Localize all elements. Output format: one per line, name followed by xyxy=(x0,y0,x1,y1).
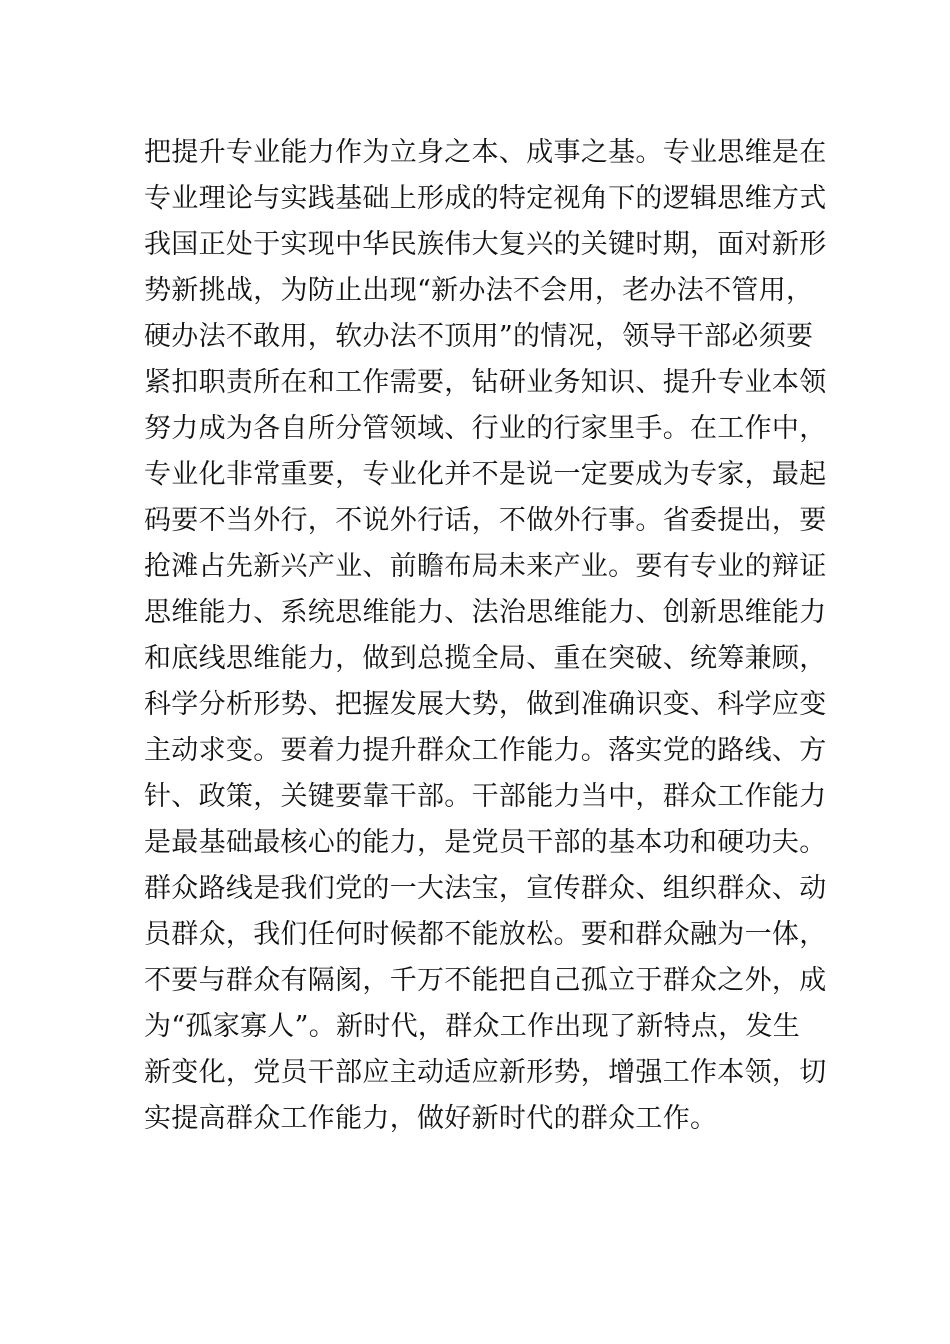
text-line: 是最基础最核心的能力，是党员干部的基本功和硬功夫。 xyxy=(144,827,827,858)
text-line: 思维能力、系统思维能力、法治思维能力、创新思维能力 xyxy=(144,597,827,628)
text-line: 不要与群众有隔阂，千万不能把自己孤立于群众之外，成 xyxy=(144,965,827,996)
text-line: 码要不当外行，不说外行话，不做外行事。省委提出，要 xyxy=(144,505,827,536)
text-line: 专业化非常重要，专业化并不是说一定要成为专家，最起 xyxy=(144,459,827,490)
text-line: 为“孤家寡人”。新时代，群众工作出现了新特点，发生 xyxy=(144,1011,801,1042)
text-line: 群众路线是我们党的一大法宝，宣传群众、组织群众、动 xyxy=(144,873,827,904)
text-line: 主动求变。要着力提升群众工作能力。落实党的路线、方 xyxy=(144,735,827,766)
text-line: 抢滩占先新兴产业、前瞻布局未来产业。要有专业的辩证 xyxy=(144,551,827,582)
text-line: 科学分析形势、把握发展大势，做到准确识变、科学应变 xyxy=(144,689,827,720)
text-line: 专业理论与实践基础上形成的特定视角下的逻辑思维方式 xyxy=(144,183,827,214)
text-line: 我国正处于实现中华民族伟大复兴的关键时期，面对新形 xyxy=(144,229,827,260)
text-line: 势新挑战，为防止出现“新办法不会用，老办法不管用， xyxy=(144,275,814,306)
text-line: 针、政策，关键要靠干部。干部能力当中，群众工作能力 xyxy=(144,781,827,812)
text-line: 员群众，我们任何时候都不能放松。要和群众融为一体， xyxy=(144,919,827,950)
body-text xyxy=(144,130,827,1142)
text-line: 新变化，党员干部应主动适应新形势，增强工作本领，切 xyxy=(144,1057,827,1088)
text-line: 把提升专业能力作为立身之本、成事之基。专业思维是在 xyxy=(144,137,827,168)
text-line: 硬办法不敢用，软办法不顶用”的情况，领导干部必须要 xyxy=(144,321,814,352)
text-line: 紧扣职责所在和工作需要，钻研业务知识、提升专业本领 xyxy=(144,367,827,398)
text-line: 努力成为各自所分管领域、行业的行家里手。在工作中， xyxy=(144,413,827,444)
text-line: 实提高群众工作能力，做好新时代的群众工作。 xyxy=(144,1103,718,1134)
text-line: 和底线思维能力，做到总揽全局、重在突破、统筹兼顾， xyxy=(144,643,827,674)
